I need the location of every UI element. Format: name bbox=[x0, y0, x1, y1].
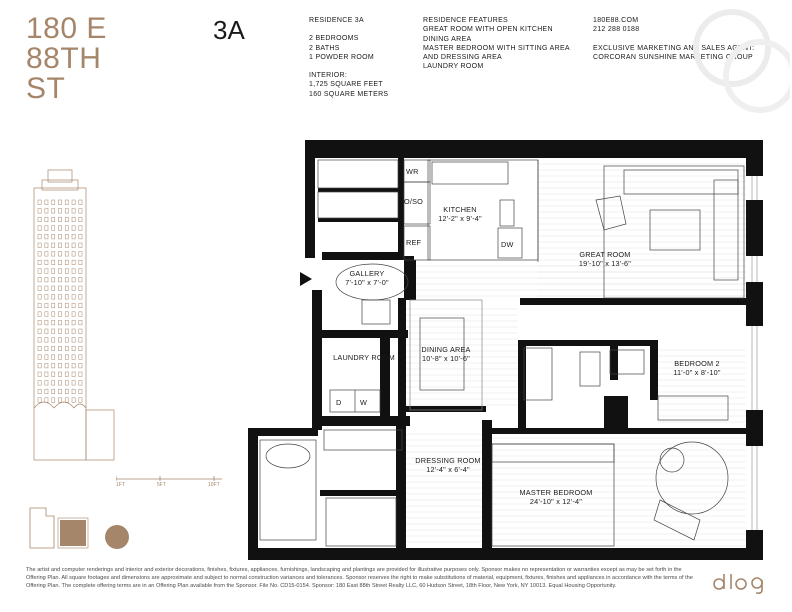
gallery-name: GALLERY bbox=[349, 269, 385, 278]
dressing-room-dims: 12'-4" x 6'-4" bbox=[426, 465, 470, 474]
bedroom-2 bbox=[662, 359, 732, 377]
great-room bbox=[560, 250, 650, 268]
residence-title: RESIDENCE 3A bbox=[309, 17, 364, 24]
refrigerator-label: REF bbox=[406, 238, 422, 247]
baths-count: 2 BATHS bbox=[309, 44, 340, 52]
dining-name: DINING AREA bbox=[421, 345, 471, 354]
master-bedroom bbox=[510, 488, 602, 506]
scale-label-1: 1FT bbox=[116, 482, 125, 488]
dishwasher-label: DW bbox=[501, 240, 514, 249]
agent-label: EXCLUSIVE MARKETING AND SALES AGENT: bbox=[593, 44, 755, 52]
washer-label: W bbox=[360, 398, 368, 407]
kitchen-dims: 12'-2" x 9'-4" bbox=[438, 214, 482, 223]
bedrooms-count: 2 BEDROOMS bbox=[309, 35, 359, 43]
master-bedroom-dims: 24'-10" x 12'-4" bbox=[529, 497, 583, 506]
unit-label: 3A bbox=[213, 15, 245, 45]
powder-count: 1 POWDER ROOM bbox=[309, 53, 374, 61]
laundry-name: LAUNDRY ROOM bbox=[333, 353, 395, 362]
building-name-line-1: 180 E bbox=[26, 12, 107, 45]
gallery-room bbox=[332, 269, 402, 287]
phone-number[interactable]: 212 288 0188 bbox=[593, 26, 640, 34]
interior-sqft: 1,725 SQUARE FEET bbox=[309, 81, 383, 89]
scale-label-5: 5FT bbox=[157, 482, 166, 488]
oven-label: O/SO bbox=[404, 197, 424, 206]
building-name-line-2: 88TH bbox=[26, 42, 102, 75]
kitchen-room bbox=[420, 205, 500, 223]
bedroom-2-dims: 11'-0" x 8'-10" bbox=[673, 368, 721, 377]
great-room-name: GREAT ROOM bbox=[579, 250, 631, 259]
feature-item: LAUNDRY ROOM bbox=[423, 63, 484, 71]
dryer-label: D bbox=[336, 398, 342, 407]
legal-disclaimer: The artist and computer renderings and interior and exterior decorations, finishes, fixtures, appliances, furnishings, landscaping and plantings are provided for illustrative purposes only. Sponsor makes no representation or warranties except as may be set forth in the Offering Plan. All square footages and dimensions are approximate and subject to normal construction variances and tolerances. Sponsor reserves the right to make substitutions of material, equipment, fixtures, finishes and appliances in accordance with the terms of the Offering Plan. The complete offering terms are in an Offering Plan available from the Sponsor. File No. CD15-0154. Sponsor: 180 East 88th Street Realty LLC, 60 Hudson Street, 18th Floor, New York, NY 10013. Equal Housing Opportunity. bbox=[26, 567, 693, 589]
kitchen-name: KITCHEN bbox=[443, 205, 477, 214]
bedroom-2-name: BEDROOM 2 bbox=[674, 359, 720, 368]
developer-logo bbox=[712, 570, 770, 594]
feature-item: AND DRESSING AREA bbox=[423, 54, 503, 62]
interior-label: INTERIOR: bbox=[309, 72, 348, 80]
feature-item: GREAT ROOM WITH OPEN KITCHEN bbox=[423, 26, 553, 34]
dining-dims: 10'-8" x 10'-6" bbox=[422, 354, 470, 363]
agent-name: CORCORAN SUNSHINE MARKETING GROUP bbox=[593, 53, 754, 61]
dressing-room bbox=[408, 456, 488, 474]
interior-sqm: 160 SQUARE METERS bbox=[309, 90, 389, 98]
scale-label-10: 10FT bbox=[208, 482, 220, 488]
wine-refrigerator-label: WR bbox=[406, 167, 419, 176]
website-link[interactable]: 180E88.COM bbox=[593, 17, 639, 24]
features-title: RESIDENCE FEATURES bbox=[423, 17, 509, 24]
master-bedroom-name: MASTER BEDROOM bbox=[519, 488, 593, 497]
feature-item: MASTER BEDROOM WITH SITTING AREA bbox=[423, 44, 570, 52]
dining-area bbox=[406, 345, 486, 363]
building-name-line-3: ST bbox=[26, 72, 66, 105]
laundry-room bbox=[326, 353, 402, 362]
great-room-dims: 19'-10" x 13'-6" bbox=[578, 259, 632, 268]
feature-item: DINING AREA bbox=[423, 35, 472, 43]
dressing-room-name: DRESSING ROOM bbox=[415, 456, 481, 465]
gallery-dims: 7'-10" x 7'-0" bbox=[345, 278, 389, 287]
